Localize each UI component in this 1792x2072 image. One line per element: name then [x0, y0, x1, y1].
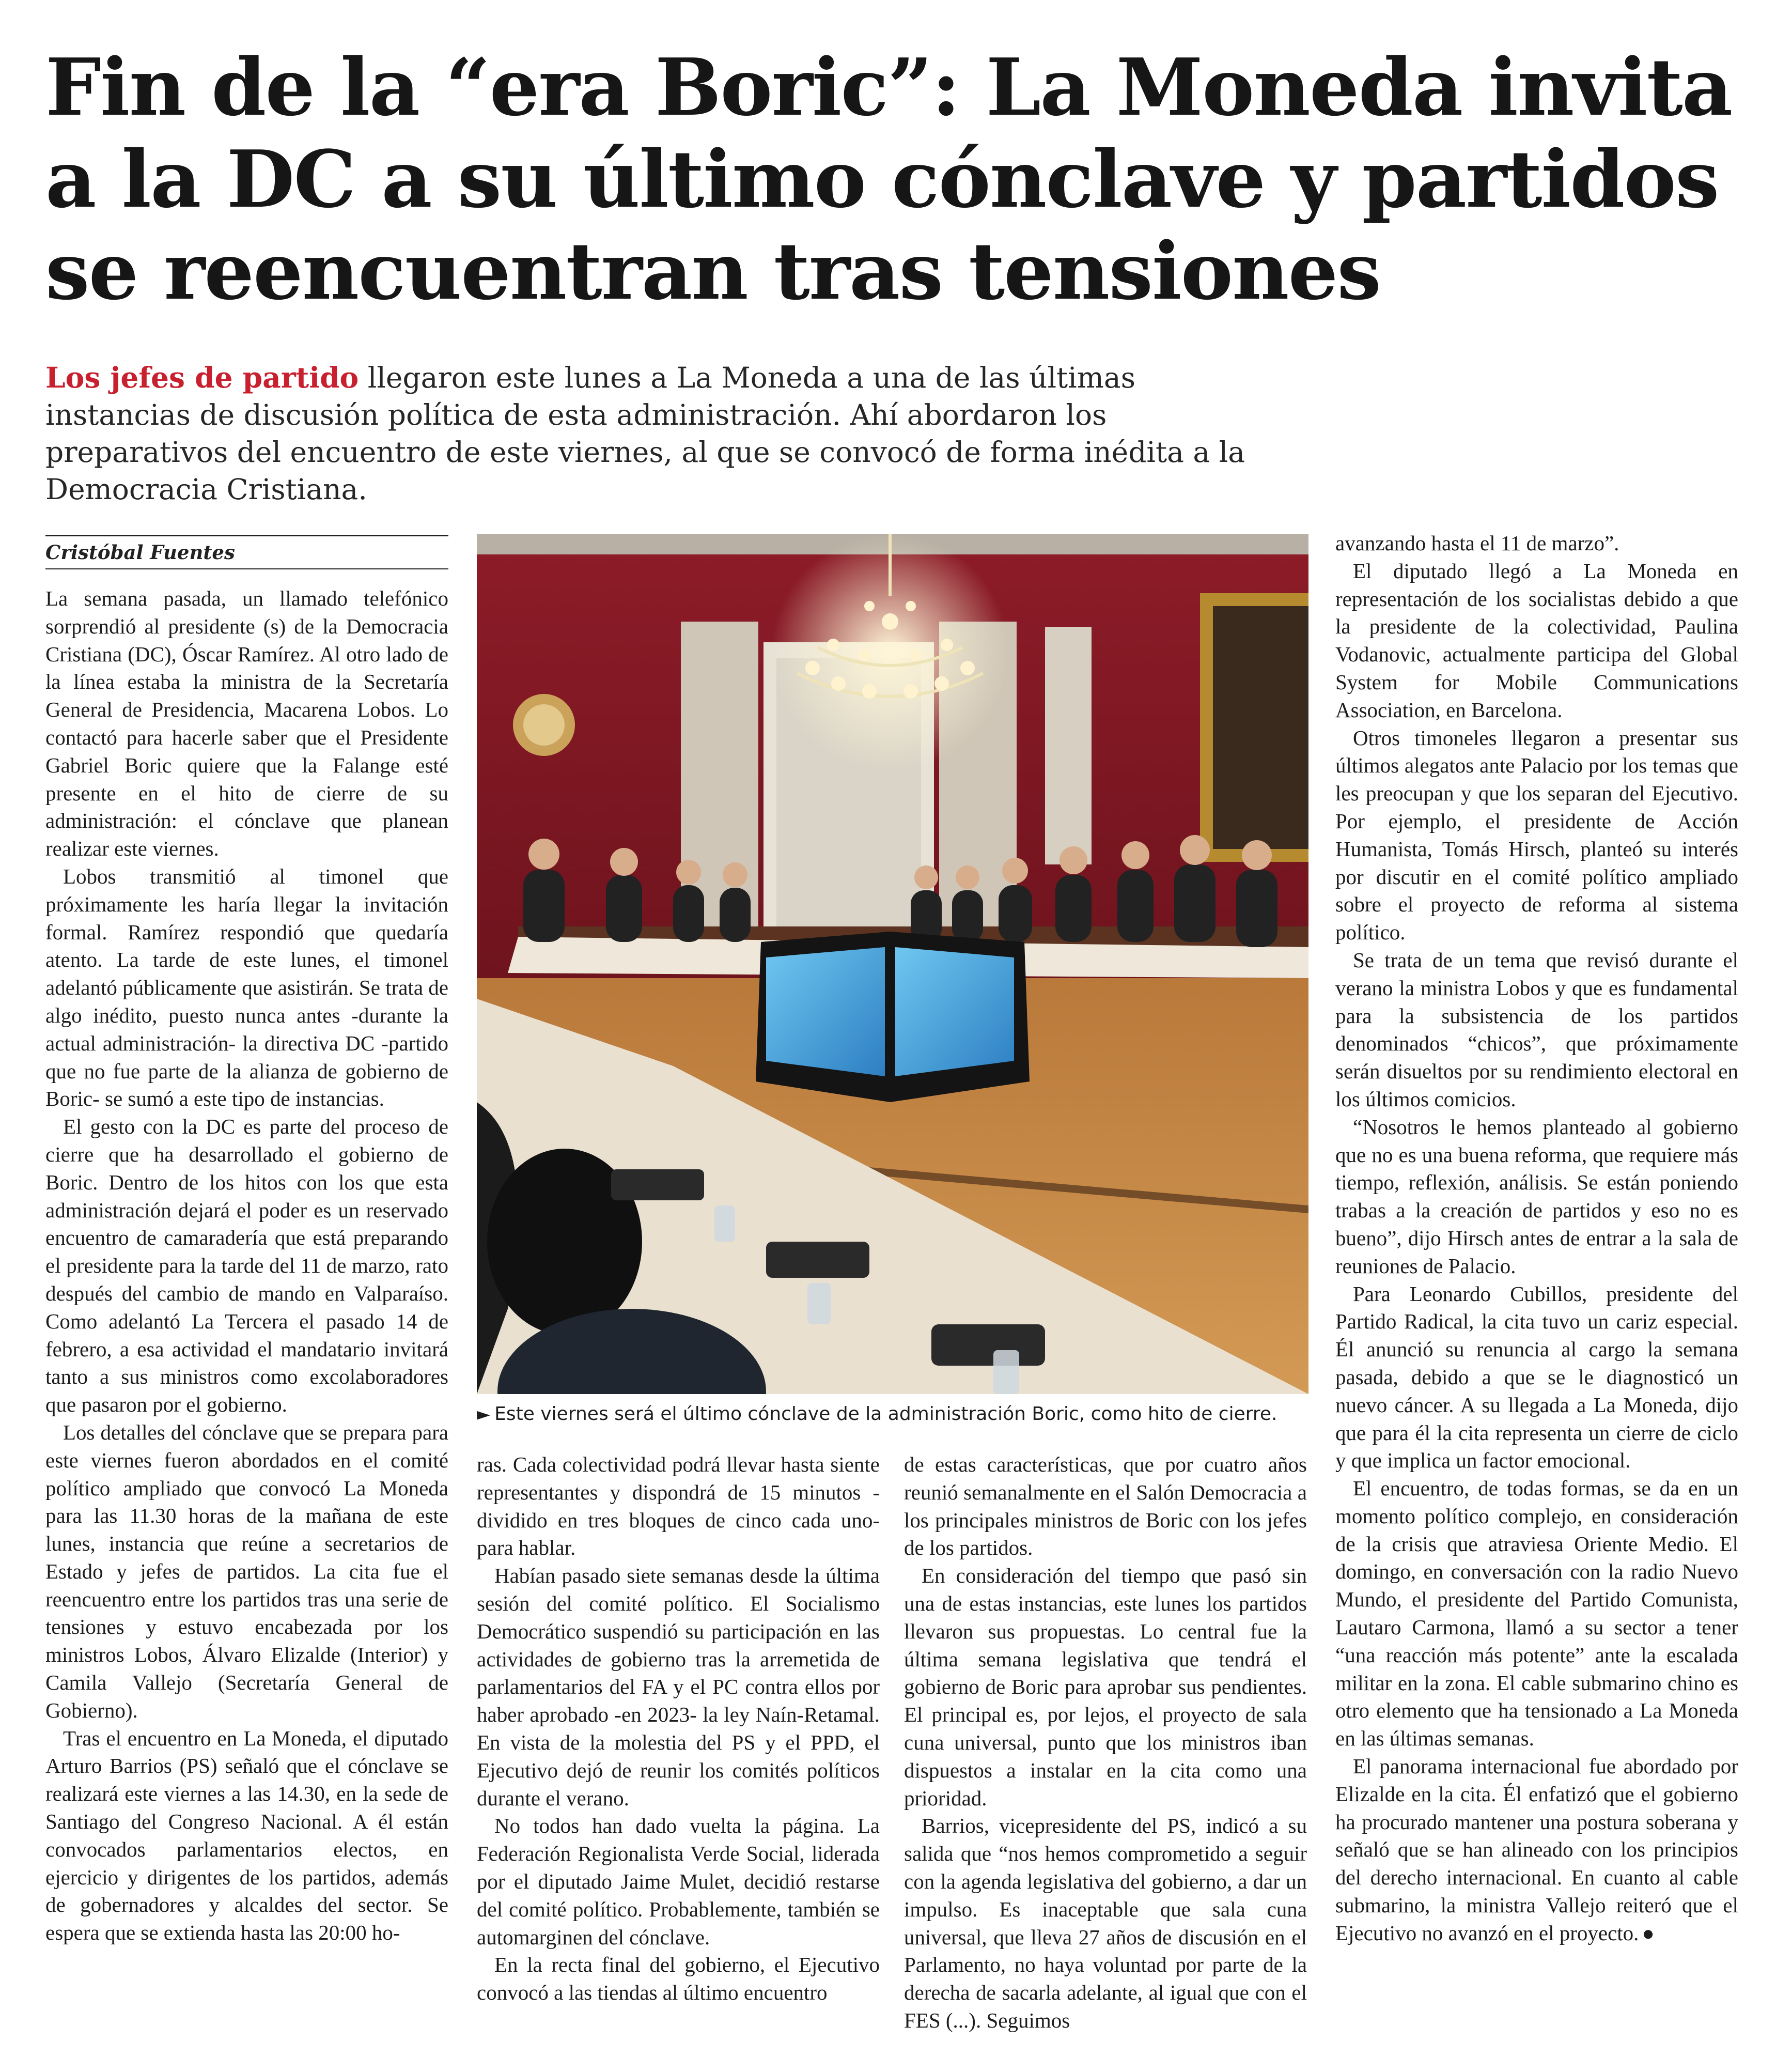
- paragraph: El diputado llegó a La Moneda en representación de los socialistas debido a que la presidente de la colectividad, Paulina Vodanovic, actualmente participa del Global System for Mobile Communications Association, en Barcelona.: [1335, 559, 1738, 722]
- text-column-1: [45, 585, 448, 2052]
- paragraph: Lobos transmitió al timonel que próximamente les haría llegar la invitación formal. Ramírez respondió que quedaría atento. La tarde de este lunes, el timonel adelantó públicamente que asistirán. Se trata de algo inédito, puesto nunca antes -durante la actual administración- la directiva DC -partido que no fue parte de la alianza de gobierno de Boric- se sumó a este tipo de instancias.: [45, 864, 448, 1111]
- paragraph: No todos han dado vuelta la página. La Federación Regionalista Verde Social, liderada por el diputado Jaime Mulet, decidió restarse del comité político. Probablemente, también se automarginen del cónclave.: [477, 1814, 880, 1949]
- paragraph: El gesto con la DC es parte del proceso de cierre que ha desarrollado el gobierno de Boric. Dentro de los hitos con los que esta administración dejará el poder es un reservado encuentro de camaradería que está preparando el presidente para la tarde del 11 de marzo, rato después del cambio de mando en Valparaíso. Como adelantó La Tercera el pasado 14 de febrero, a esa actividad el mandatario invitará tanto a sus ministros como excolaboradores que pasaron por el gobierno.: [45, 1115, 448, 1417]
- paragraph: En consideración del tiempo que pasó sin una de estas instancias, este lunes los partidos llevaron sus propuestas. Lo central fue la última semana legislativa que tendrá el gobierno de Boric para aprobar sus pendientes. El principal es, por lejos, el proyecto de sala cuna universal, punto que los ministros iban dispuestos a instalar en la cita como una prioridad.: [904, 1564, 1307, 1810]
- paragraph: Habían pasado siete semanas desde la última sesión del comité político. El Socialismo Democrático suspendió su participación en las actividades de gobierno tras la arremetida de parlamentarios del FA y el PC contra ellos por haber aprobado -en 2023- la ley Naín-Retamal. En vista de la molestia del PS y el PPD, el Ejecutivo dejó de reunir los comités políticos durante el verano.: [477, 1564, 880, 1810]
- byline-top-rule: [45, 535, 448, 536]
- paragraph: ras. Cada colectividad podrá llevar hasta siente representantes y dispondrá de 15 minutos -dividido en tres bloques de cinco cada uno- para hablar.: [477, 1452, 880, 1560]
- lead-paragraph: [45, 359, 1285, 508]
- paragraph: El encuentro, de todas formas, se da en un momento político complejo, en consideración de la crisis que atraviesa Oriente Medio. El domingo, en conversación con la radio Nuevo Mundo, el presidente del Partido Comunista, Lautaro Carmona, llamó a su sector a tener “una reacción más potente” ante la escalada militar en la zona. El cable submarino chino es otro elemento que ha tensionado a La Moneda en las últimas semanas.: [1335, 1476, 1738, 1751]
- paragraph: En la recta final del gobierno, el Ejecutivo convocó a las tiendas al último encuentro: [477, 1953, 880, 2005]
- lead-text: llegaron este lunes a La Moneda a una de las últimas instancias de discusión política de esta administración. Ahí abordaron los preparativos del encuentro de este viernes, al que se convocó de forma inédita a la Democracia Cristiana.: [45, 361, 1245, 506]
- text-column-2: [477, 1451, 880, 2055]
- photo-caption: [477, 1401, 1308, 1427]
- paragraph: Otros timoneles llegaron a presentar sus últimos alegatos ante Palacio por los temas que les preocupan y que los separan del Ejecutivo. Por ejemplo, el presidente de Acción Humanista, Tomás Hirsch, planteó su interés por discutir en el comité político ampliado sobre el proyecto de reforma al sistema político.: [1335, 725, 1738, 945]
- paragraph: Tras el encuentro en La Moneda, el diputado Arturo Barrios (PS) señaló que el cónclave se realizará este viernes a las 14.30, en la sede de Santiago del Congreso Nacional. A él están convocados parlamentarios electos, en ejercicio y dirigentes de los partidos, además de gobernadores y alcaldes del sector. Se espera que se extienda hasta las 20:00 ho-: [45, 1726, 448, 1945]
- paragraph: La semana pasada, un llamado telefónico sorprendió al presidente (s) de la Democracia Cristiana (DC), Óscar Ramírez. Al otro lado de la línea estaba la ministra de la Secretaría General de Presidencia, Macarena Lobos. Lo contactó para hacerle saber que el Presidente Gabriel Boric quiere que la Falange esté presente en el hito de cierre de su administración: el cónclave que planean realizar este viernes.: [45, 586, 448, 861]
- paragraph: Barrios, vicepresidente del PS, indicó a su salida que “nos hemos comprometido a seguir con la agenda legislativa del gobierno, a dar un impulso. Es inaceptable que sala cuna universal, que lleva 27 años de discusión en el Parlamento, no haya voluntad por parte de la derecha de sacarla adelante, al igual que con el FES (...). Seguimos: [904, 1814, 1307, 2032]
- lead-kicker: Los jefes de partido: [45, 361, 359, 394]
- paragraph: Se trata de un tema que revisó durante el verano la ministra Lobos y que es fundamental para la subsistencia de los partidos denominados “chicos”, que próximamente serán disueltos por su rendimiento electoral en los últimos comicios.: [1335, 948, 1738, 1111]
- paragraph: Los detalles del cónclave que se prepara para este viernes fueron abordados en el comité político ampliado que convocó La Moneda para las 11.30 horas de la mañana de este lunes, instancia que reúne a secretarios de Estado y jefes de partidos. La cita fue el reencuentro entre los partidos tras una serie de tensiones y estuvo encabezada por los ministros Lobos, Álvaro Elizalde (Interior) y Camila Vallejo (Secretaría General de Gobierno).: [45, 1420, 448, 1722]
- headline: Fin de la “era Boric”: La Moneda invita a la DC a su último cónclave y partidos se reencuentran tras tensiones: [45, 41, 1732, 317]
- byline: Cristóbal Fuentes: [45, 541, 235, 564]
- end-mark-icon: ●: [1642, 1921, 1655, 1945]
- paragraph-text: El panorama internacional fue abordado por Elizalde en la cita. Él enfatizó que el gobierno ha procurado mantener una postura soberana y señaló que se han alineado con los principios del derecho internacional. En cuanto al cable submarino, la ministra Vallejo reiteró que el Ejecutivo no avanzó en el proyecto.: [1335, 1754, 1738, 1945]
- paragraph: de estas características, que por cuatro años reunió semanalmente en el Salón Democracia a los principales ministros de Boric con los jefes de los partidos.: [904, 1452, 1307, 1560]
- paragraph-last: [1335, 1753, 1738, 1947]
- paragraph: “Nosotros le hemos planteado al gobierno que no es una buena reforma, que requiere más tiempo, reflexión, análisis. Se están poniendo trabas a la creación de partidos y eso no es bueno”, dijo Hirsch antes de entrar a la sala de reuniones de Palacio.: [1335, 1115, 1738, 1278]
- paragraph: avanzando hasta el 11 de marzo”.: [1335, 531, 1619, 555]
- caption-arrow-icon: ►: [477, 1404, 491, 1425]
- byline-bottom-rule: [45, 568, 448, 569]
- text-column-3: [904, 1451, 1307, 2055]
- caption-text: Este viernes será el último cónclave de la administración Boric, como hito de cierre.: [494, 1403, 1277, 1425]
- text-column-4: [1335, 530, 1738, 2054]
- paragraph: Para Leonardo Cubillos, presidente del Partido Radical, la cita tuvo un cariz especial. Él anunció su renuncia al cargo la semana pasada, debido a que se le diagnosticó un nuevo cáncer. A su llegada a La Moneda, dijo que para él la cita representa un cierre de ciclo y que implica un factor emocional.: [1335, 1281, 1738, 1473]
- article-photo: [477, 534, 1308, 1394]
